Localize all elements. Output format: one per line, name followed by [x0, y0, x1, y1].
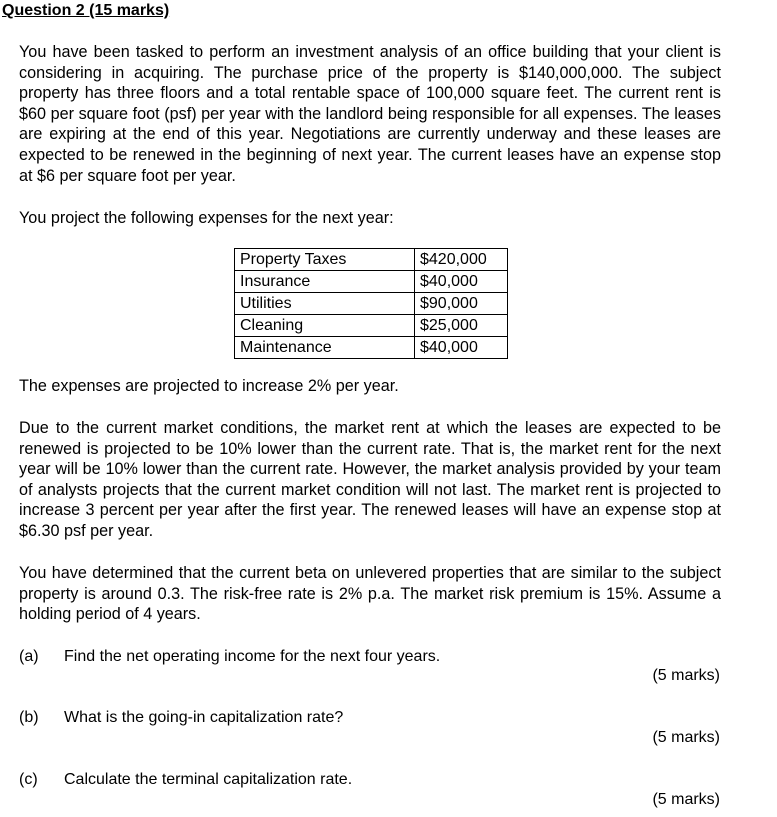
table-row [235, 293, 508, 315]
expense-amount: $25,000 [415, 315, 508, 337]
expense-table [234, 248, 508, 359]
expenses-intro-paragraph: You project the following expenses for the next year: [19, 209, 394, 227]
expense-amount: $40,000 [415, 271, 508, 293]
question-b-label: (b) [19, 709, 39, 726]
expense-name: Utilities [235, 293, 415, 315]
beta-paragraph: You have determined that the current beta on unlevered properties that are similar to the subject property is around 0.3. The risk-free rate is 2% p.a. The market risk premium is 15%. Assume a holding period of 4 years. [19, 564, 721, 624]
expense-name: Property Taxes [235, 249, 415, 271]
expense-name: Maintenance [235, 337, 415, 359]
question-c-text: Calculate the terminal capitalization rate. [64, 771, 353, 788]
question-title: Question 2 (15 marks) [2, 2, 170, 19]
question-b-marks: (5 marks) [652, 729, 720, 746]
question-a-text: Find the net operating income for the next four years. [64, 648, 441, 665]
market-paragraph: Due to the current market conditions, the market rent at which the leases are expected to be renewed is projected to be 10% lower than the current rate. That is, the market rent for the next year will be 10% lower than the current rate. However, the market analysis provided by your team of analysts projects that the current market condition will not last. The market rent is projected to increase 3 percent per year after the first year. The renewed leases will have an expense stop at $6.30 psf per year. [19, 419, 721, 540]
expense-name: Cleaning [235, 315, 415, 337]
expense-name: Insurance [235, 271, 415, 293]
expense-growth-paragraph: The expenses are projected to increase 2% per year. [19, 377, 399, 395]
table-row [235, 249, 508, 271]
expense-amount: $90,000 [415, 293, 508, 315]
table-row [235, 337, 508, 359]
table-row [235, 271, 508, 293]
question-a-label: (a) [19, 648, 39, 665]
intro-paragraph: You have been tasked to perform an investment analysis of an office building that your client is considering in acquiring. The purchase price of the property is $140,000,000. The subject property has three floors and a total rentable space of 100,000 square feet. The current rent is $60 per square foot (psf) per year with the landlord being responsible for all expenses. The leases are expiring at the end of this year. Negotiations are currently underway and these leases are expected to be renewed in the beginning of next year. The current leases have an expense stop at $6 per square foot per year. [19, 43, 721, 185]
question-c-label: (c) [19, 771, 38, 788]
expense-amount: $40,000 [415, 337, 508, 359]
question-c-marks: (5 marks) [652, 791, 720, 808]
table-row [235, 315, 508, 337]
expense-amount: $420,000 [415, 249, 508, 271]
question-a-marks: (5 marks) [652, 667, 720, 684]
question-b-text: What is the going-in capitalization rate? [64, 709, 344, 726]
